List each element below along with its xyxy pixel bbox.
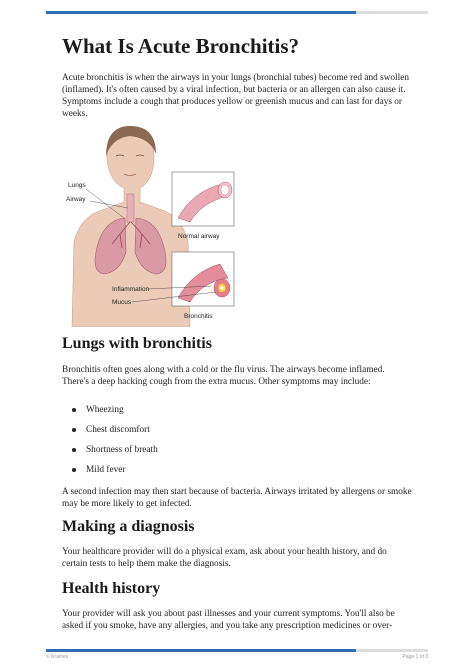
section1-paragraph: Bronchitis often goes along with a cold or the flu virus. The airways become inflamed. There's a deep hacking cough from the extra mucus. Other symptoms may include:	[62, 365, 385, 387]
bottom-rule-accent	[46, 649, 356, 652]
page-title: What Is Acute Bronchitis?	[62, 34, 300, 58]
bullet-icon	[72, 428, 76, 432]
section-heading-diagnosis: Making a diagnosis	[62, 518, 195, 535]
bullet-icon	[72, 408, 76, 412]
footer-copyright: © Krames	[46, 654, 69, 660]
list-item: Chest discomfort	[62, 424, 158, 444]
section1-after-paragraph: A second infection may then start because of bacteria. Airways irritated by allergens or smoke may be more likely to get infected.	[62, 487, 412, 509]
label-lungs: Lungs	[68, 182, 86, 189]
section-heading-health-history: Health history	[62, 580, 161, 597]
bottom-rule	[46, 649, 428, 652]
bullet-icon	[72, 468, 76, 472]
section-heading-lungs: Lungs with bronchitis	[62, 335, 212, 352]
list-item: Mild fever	[62, 464, 158, 484]
label-bronchitis: Bronchitis	[184, 313, 213, 320]
section3-paragraph: Your provider will ask you about past illnesses and your current symptoms. You'll also be asked if you smoke, have any allergies, and you take any prescription medicines or over-	[62, 609, 395, 631]
list-item: Shortness of breath	[62, 444, 158, 464]
top-rule-accent	[46, 11, 356, 14]
top-rule	[46, 11, 428, 14]
label-mucus: Mucus	[112, 299, 132, 306]
label-normal-airway: Normal airway	[178, 233, 220, 240]
label-inflammation: Inflammation	[112, 286, 150, 293]
label-airway: Airway	[66, 196, 86, 203]
list-item: Wheezing	[62, 404, 158, 424]
symptom-list	[62, 404, 158, 484]
footer-page-number: Page 1 of 3	[402, 654, 428, 660]
intro-paragraph: Acute bronchitis is when the airways in your lungs (bronchial tubes) become red and swollen (inflamed). It's often caused by a viral infection, but bacteria or an allergen can also cause it. Symptoms include a cough that produces yellow or greenish mucus and can last for days or weeks.	[62, 73, 409, 119]
section2-paragraph: Your healthcare provider will do a physical exam, ask about your health history, and do certain tests to help them make the diagnosis.	[62, 547, 387, 569]
bullet-icon	[72, 448, 76, 452]
bronchitis-illustration	[62, 122, 252, 327]
